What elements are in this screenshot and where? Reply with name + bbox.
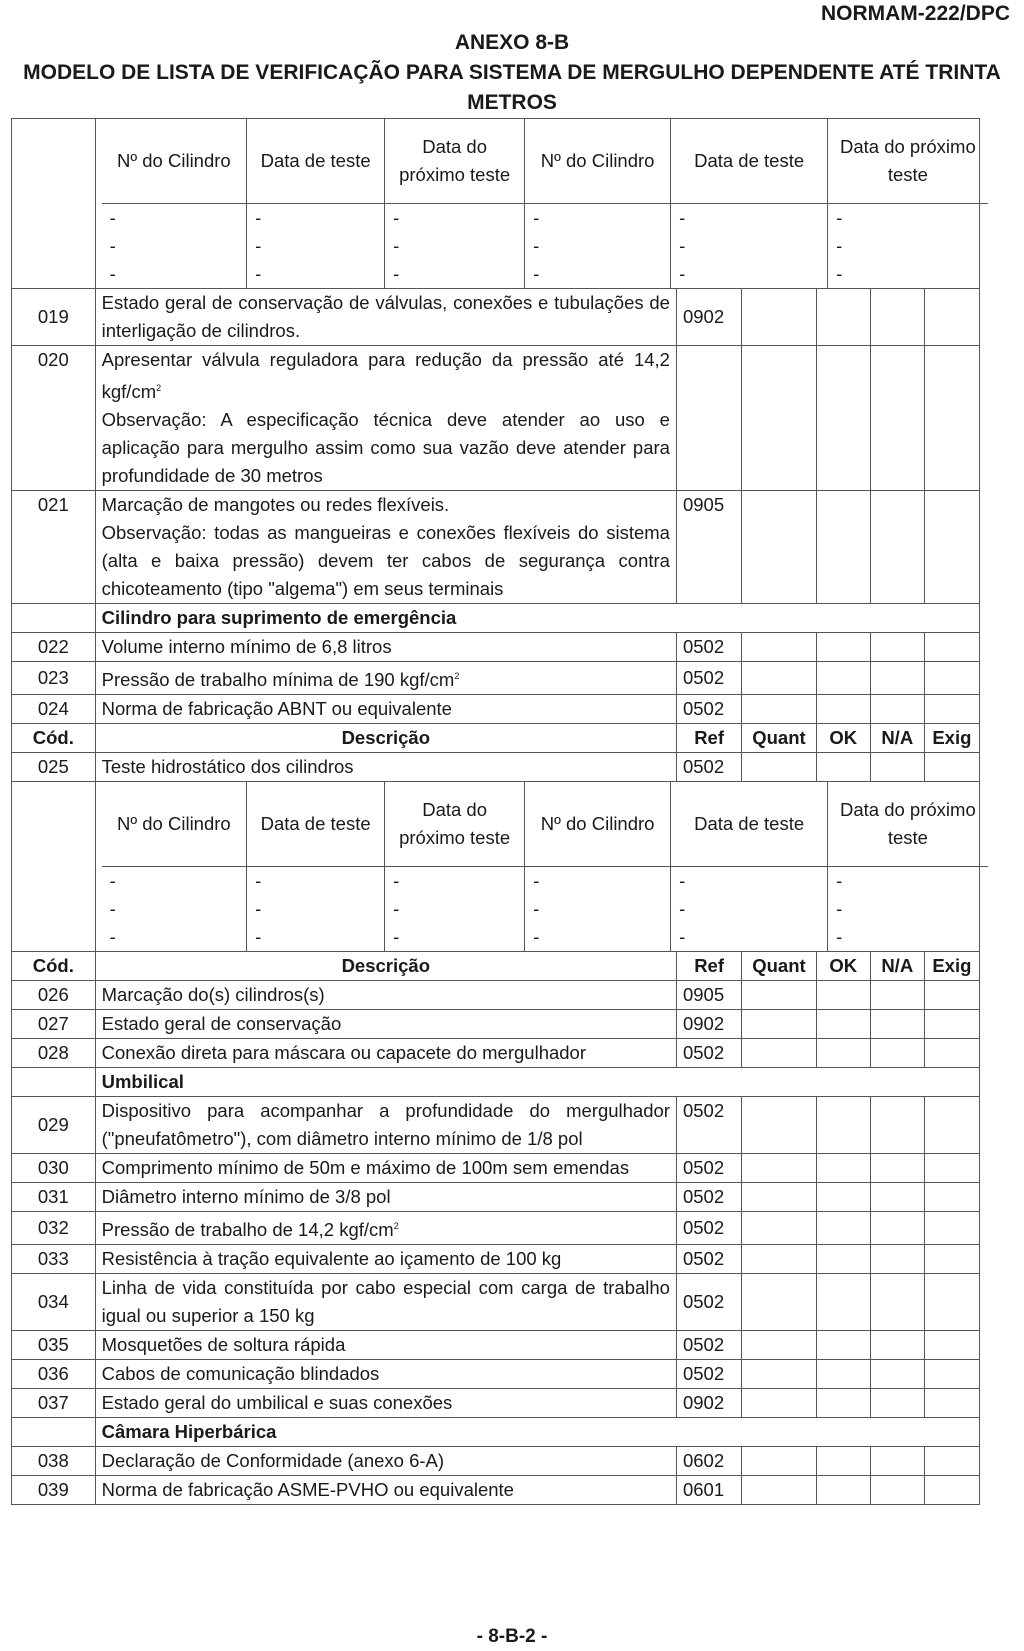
table-row (12, 753, 980, 782)
row-code: 034 (12, 1274, 96, 1331)
cyl-dash-cell: - - - (247, 867, 385, 952)
document-title (10, 28, 1014, 118)
quant-cell[interactable] (742, 753, 816, 782)
row-description: Estado geral de conservação (95, 1010, 676, 1039)
row-description: Linha de vida constituída por cabo especial com carga de trabalho igual ou superior a 150 kg (95, 1274, 676, 1331)
col-ok: OK (816, 952, 870, 981)
row-ref: 0902 (676, 1010, 741, 1039)
table-row (12, 1010, 980, 1039)
exig-cell[interactable] (924, 662, 979, 695)
ok-cell[interactable] (816, 1389, 870, 1418)
exig-cell[interactable] (924, 633, 979, 662)
na-cell[interactable] (870, 1331, 924, 1360)
section-row (12, 1068, 980, 1097)
cyl-dash-cell: - - - (385, 204, 525, 289)
quant-cell[interactable] (742, 1039, 816, 1068)
row-code: 020 (12, 346, 96, 491)
quant-cell[interactable] (742, 289, 816, 346)
na-cell[interactable] (870, 1154, 924, 1183)
page-number: - 8-B-2 - (476, 1626, 548, 1647)
cyl-dash-cell: - - - (828, 867, 988, 952)
exig-cell[interactable] (924, 1183, 979, 1212)
na-cell[interactable] (870, 1183, 924, 1212)
col-na: N/A (870, 724, 924, 753)
quant-cell[interactable] (742, 1389, 816, 1418)
col-description: Descrição (95, 724, 676, 753)
col-ref: Ref (676, 724, 741, 753)
row-ref: 0502 (676, 1274, 741, 1331)
cyl-header-date-a: Data de teste (247, 782, 385, 867)
na-cell[interactable] (870, 1389, 924, 1418)
cyl-header-next-b: Data do próximo teste (828, 119, 988, 204)
col-na: N/A (870, 952, 924, 981)
quant-cell[interactable] (742, 491, 816, 604)
na-cell[interactable] (870, 753, 924, 782)
norm-reference: NORMAM-222/DPC (820, 2, 1010, 25)
row-description: Volume interno mínimo de 6,8 litros (95, 633, 676, 662)
ok-cell[interactable] (816, 753, 870, 782)
quant-cell[interactable] (742, 1274, 816, 1331)
exig-cell[interactable] (924, 1212, 979, 1245)
column-header-row (12, 952, 980, 981)
row-ref: 0905 (676, 491, 741, 604)
ok-cell[interactable] (816, 346, 870, 491)
col-code: Cód. (12, 724, 96, 753)
table-row (12, 1212, 980, 1245)
row-ref: 0502 (676, 662, 741, 695)
na-cell[interactable] (870, 289, 924, 346)
cyl-header-next-b: Data do próximo teste (828, 782, 988, 867)
cylinder-table-1 (12, 119, 980, 289)
row-description: Norma de fabricação ABNT ou equivalente (95, 695, 676, 724)
cyl-header-num-b: Nº do Cilindro (525, 119, 671, 204)
cyl-header-date-a: Data de teste (247, 119, 385, 204)
quant-cell[interactable] (742, 662, 816, 695)
row-description: Comprimento mínimo de 50m e máximo de 100m sem emendas (95, 1154, 676, 1183)
annex-label: ANEXO 8-B (454, 31, 570, 54)
table-row (12, 1039, 980, 1068)
section-row (12, 1418, 980, 1447)
col-ref: Ref (676, 952, 741, 981)
col-description: Descrição (95, 952, 676, 981)
na-cell[interactable] (870, 695, 924, 724)
quant-cell[interactable] (742, 1010, 816, 1039)
na-cell[interactable] (870, 981, 924, 1010)
row-code: 033 (12, 1245, 96, 1274)
cyl-dash-cell: - - - (525, 867, 671, 952)
row-code: 027 (12, 1010, 96, 1039)
na-cell[interactable] (870, 1274, 924, 1331)
quant-cell[interactable] (742, 1476, 816, 1505)
row-code: 024 (12, 695, 96, 724)
section-title: Umbilical (95, 1068, 979, 1097)
quant-cell[interactable] (742, 1447, 816, 1476)
row-ref: 0902 (676, 289, 741, 346)
table-row (12, 1447, 980, 1476)
ok-cell[interactable] (816, 1447, 870, 1476)
cyl-dash-cell: - - - (525, 204, 671, 289)
quant-cell[interactable] (742, 1097, 816, 1154)
na-cell[interactable] (870, 1476, 924, 1505)
row-code: 031 (12, 1183, 96, 1212)
col-ok: OK (816, 724, 870, 753)
ok-cell[interactable] (816, 633, 870, 662)
section-title: Cilindro para suprimento de emergência (95, 604, 979, 633)
ok-cell[interactable] (816, 289, 870, 346)
row-ref: 0502 (676, 1331, 741, 1360)
exig-cell[interactable] (924, 981, 979, 1010)
exig-cell[interactable] (924, 1010, 979, 1039)
ok-cell[interactable] (816, 1476, 870, 1505)
quant-cell[interactable] (742, 695, 816, 724)
table-row (12, 633, 980, 662)
table-row (12, 981, 980, 1010)
row-code: 035 (12, 1331, 96, 1360)
row-ref: 0502 (676, 633, 741, 662)
table-row (12, 1097, 980, 1154)
ok-cell[interactable] (816, 981, 870, 1010)
cyl-dash-cell: - - - (671, 204, 828, 289)
exig-cell[interactable] (924, 695, 979, 724)
ok-cell[interactable] (816, 1331, 870, 1360)
cyl-header-num-b: Nº do Cilindro (525, 782, 671, 867)
exig-cell[interactable] (924, 346, 979, 491)
na-cell[interactable] (870, 1097, 924, 1154)
section-title: Câmara Hiperbárica (95, 1418, 979, 1447)
cylinder-table-2 (12, 782, 980, 952)
na-cell[interactable] (870, 1447, 924, 1476)
table-row (12, 1389, 980, 1418)
col-code: Cód. (12, 952, 96, 981)
column-header-row (12, 724, 980, 753)
ok-cell[interactable] (816, 1212, 870, 1245)
ok-cell[interactable] (816, 695, 870, 724)
row-code: 023 (12, 662, 96, 695)
na-cell[interactable] (870, 1010, 924, 1039)
row-ref: 0601 (676, 1476, 741, 1505)
quant-cell[interactable] (742, 1245, 816, 1274)
table-row (12, 1154, 980, 1183)
section-row (12, 604, 980, 633)
cyl-header-date-b: Data de teste (671, 119, 828, 204)
row-code: 038 (12, 1447, 96, 1476)
ok-cell[interactable] (816, 1245, 870, 1274)
exig-cell[interactable] (924, 1274, 979, 1331)
row-ref: 0602 (676, 1447, 741, 1476)
ok-cell[interactable] (816, 1360, 870, 1389)
row-description: Cabos de comunicação blindados (95, 1360, 676, 1389)
row-code: 026 (12, 981, 96, 1010)
row-ref: 0502 (676, 1245, 741, 1274)
row-ref: 0502 (676, 1039, 741, 1068)
row-ref: 0502 (676, 1097, 741, 1154)
row-ref: 0902 (676, 1389, 741, 1418)
ok-cell[interactable] (816, 1274, 870, 1331)
row-code: 028 (12, 1039, 96, 1068)
table-row (12, 346, 980, 491)
table-row (12, 1476, 980, 1505)
quant-cell[interactable] (742, 981, 816, 1010)
exig-cell[interactable] (924, 753, 979, 782)
exig-cell[interactable] (924, 1389, 979, 1418)
cyl-dash-cell: - - - (385, 867, 525, 952)
row-code: 025 (12, 753, 96, 782)
ok-cell[interactable] (816, 1010, 870, 1039)
na-cell[interactable] (870, 491, 924, 604)
row-description: Diâmetro interno mínimo de 3/8 pol (95, 1183, 676, 1212)
row-description: Conexão direta para máscara ou capacete do mergulhador (95, 1039, 676, 1068)
exig-cell[interactable] (924, 289, 979, 346)
ok-cell[interactable] (816, 662, 870, 695)
col-exig: Exig (924, 952, 979, 981)
quant-cell[interactable] (742, 1331, 816, 1360)
cyl-dash-cell: - - - (109, 207, 116, 284)
row-ref: 0502 (676, 1154, 741, 1183)
exig-cell[interactable] (924, 491, 979, 604)
table-row (12, 1331, 980, 1360)
col-quant: Quant (742, 952, 816, 981)
table-row (12, 289, 980, 346)
na-cell[interactable] (870, 346, 924, 491)
exig-cell[interactable] (924, 1360, 979, 1389)
row-code: 030 (12, 1154, 96, 1183)
row-description: Declaração de Conformidade (anexo 6-A) (95, 1447, 676, 1476)
cyl-header-next-a: Data do próximo teste (385, 782, 525, 867)
row-description: Pressão de trabalho de 14,2 kgf/$cm^2$ (95, 1212, 676, 1245)
row-description: Apresentar válvula reguladora para redução da pressão até 14,2 kgf/$cm^2$ Observação: A especificação técnica deve atender ao uso e aplicação para mergulho assim como sua vazão deve atender para profundidade de 30 metros (95, 346, 676, 491)
row-description: Dispositivo para acompanhar a profundidade do mergulhador ("pneufatômetro"), com diâmetro interno mínimo de 1/8 pol (95, 1097, 676, 1154)
cyl-dash-cell: - - - (828, 204, 988, 289)
checklist-table (11, 118, 980, 1505)
col-quant: Quant (742, 724, 816, 753)
col-exig: Exig (924, 724, 979, 753)
quant-cell[interactable] (742, 346, 816, 491)
table-row (12, 1183, 980, 1212)
cylinder-grid-2 (102, 782, 988, 951)
na-cell[interactable] (870, 662, 924, 695)
cyl-header-next-a: Data do próximo teste (385, 119, 525, 204)
cyl-dash-cell: - - - (671, 867, 828, 952)
na-cell[interactable] (870, 1360, 924, 1389)
quant-cell[interactable] (742, 1183, 816, 1212)
row-ref: 0502 (676, 1183, 741, 1212)
cyl-dash-cell: - - - (109, 870, 116, 948)
exig-cell[interactable] (924, 1039, 979, 1068)
exig-cell[interactable] (924, 1476, 979, 1505)
ok-cell[interactable] (816, 1183, 870, 1212)
ok-cell[interactable] (816, 1039, 870, 1068)
row-ref: 0905 (676, 981, 741, 1010)
na-cell[interactable] (870, 1245, 924, 1274)
exig-cell[interactable] (924, 1331, 979, 1360)
row-ref: 0502 (676, 1212, 741, 1245)
row-code: 022 (12, 633, 96, 662)
cyl-dash-cell: - - - (247, 204, 385, 289)
row-description: Estado geral de conservação de válvulas, conexões e tubulações de interligação de cilindros. (95, 289, 676, 346)
row-description: Marcação do(s) cilindros(s) (95, 981, 676, 1010)
row-observation: Observação: todas as mangueiras e conexões flexíveis do sistema (alta e baixa pressão) devem ter cabos de segurança contra chicoteamento (tipo "algema") em seus terminais (101, 522, 670, 600)
row-description: Marcação de mangotes ou redes flexíveis. Observação: todas as mangueiras e conexões flexíveis do sistema (alta e baixa pressão) devem ter cabos de segurança contra chicoteamento (tipo "algema") em seus terminais (95, 491, 676, 604)
exig-cell[interactable] (924, 1097, 979, 1154)
cyl-header-num-a: Nº do Cilindro (102, 782, 247, 867)
exig-cell[interactable] (924, 1245, 979, 1274)
row-description: Pressão de trabalho mínima de 190 kgf/$cm^2$ (95, 662, 676, 695)
row-code: 032 (12, 1212, 96, 1245)
row-description: Mosquetões de soltura rápida (95, 1331, 676, 1360)
table-row (12, 1360, 980, 1389)
row-code: 036 (12, 1360, 96, 1389)
row-ref: 0502 (676, 1360, 741, 1389)
exig-cell[interactable] (924, 1447, 979, 1476)
cyl-header-date-b: Data de teste (671, 782, 828, 867)
table-row (12, 695, 980, 724)
quant-cell[interactable] (742, 1212, 816, 1245)
row-description: Estado geral do umbilical e suas conexões (95, 1389, 676, 1418)
na-cell[interactable] (870, 633, 924, 662)
row-code: 037 (12, 1389, 96, 1418)
cylinder-grid-1 (102, 119, 988, 288)
row-ref: 0502 (676, 753, 741, 782)
ok-cell[interactable] (816, 1154, 870, 1183)
row-description: Teste hidrostático dos cilindros (95, 753, 676, 782)
table-row (12, 491, 980, 604)
ok-cell[interactable] (816, 1097, 870, 1154)
table-row (12, 1245, 980, 1274)
title-line-1: MODELO DE LISTA DE VERIFICAÇÃO PARA SISTEMA DE MERGULHO DEPENDENTE ATÉ TRINTA (23, 61, 1001, 84)
title-line-2: METROS (467, 91, 557, 114)
na-cell[interactable] (870, 1212, 924, 1245)
row-code: 021 (12, 491, 96, 604)
na-cell[interactable] (870, 1039, 924, 1068)
ok-cell[interactable] (816, 491, 870, 604)
row-code: 019 (12, 289, 96, 346)
row-code: 039 (12, 1476, 96, 1505)
row-description: Norma de fabricação ASME-PVHO ou equivalente (95, 1476, 676, 1505)
row-description: Resistência à tração equivalente ao içamento de 100 kg (95, 1245, 676, 1274)
quant-cell[interactable] (742, 1154, 816, 1183)
table-row (12, 1274, 980, 1331)
row-ref: 0502 (676, 695, 741, 724)
quant-cell[interactable] (742, 633, 816, 662)
exig-cell[interactable] (924, 1154, 979, 1183)
quant-cell[interactable] (742, 1360, 816, 1389)
row-observation: Observação: A especificação técnica deve atender ao uso e aplicação para mergulho assim como sua vazão deve atender para profundidade de 30 metros (101, 409, 670, 487)
cyl-header-num-a: Nº do Cilindro (102, 119, 247, 204)
row-code: 029 (12, 1097, 96, 1154)
row-ref (676, 346, 741, 491)
table-row (12, 662, 980, 695)
